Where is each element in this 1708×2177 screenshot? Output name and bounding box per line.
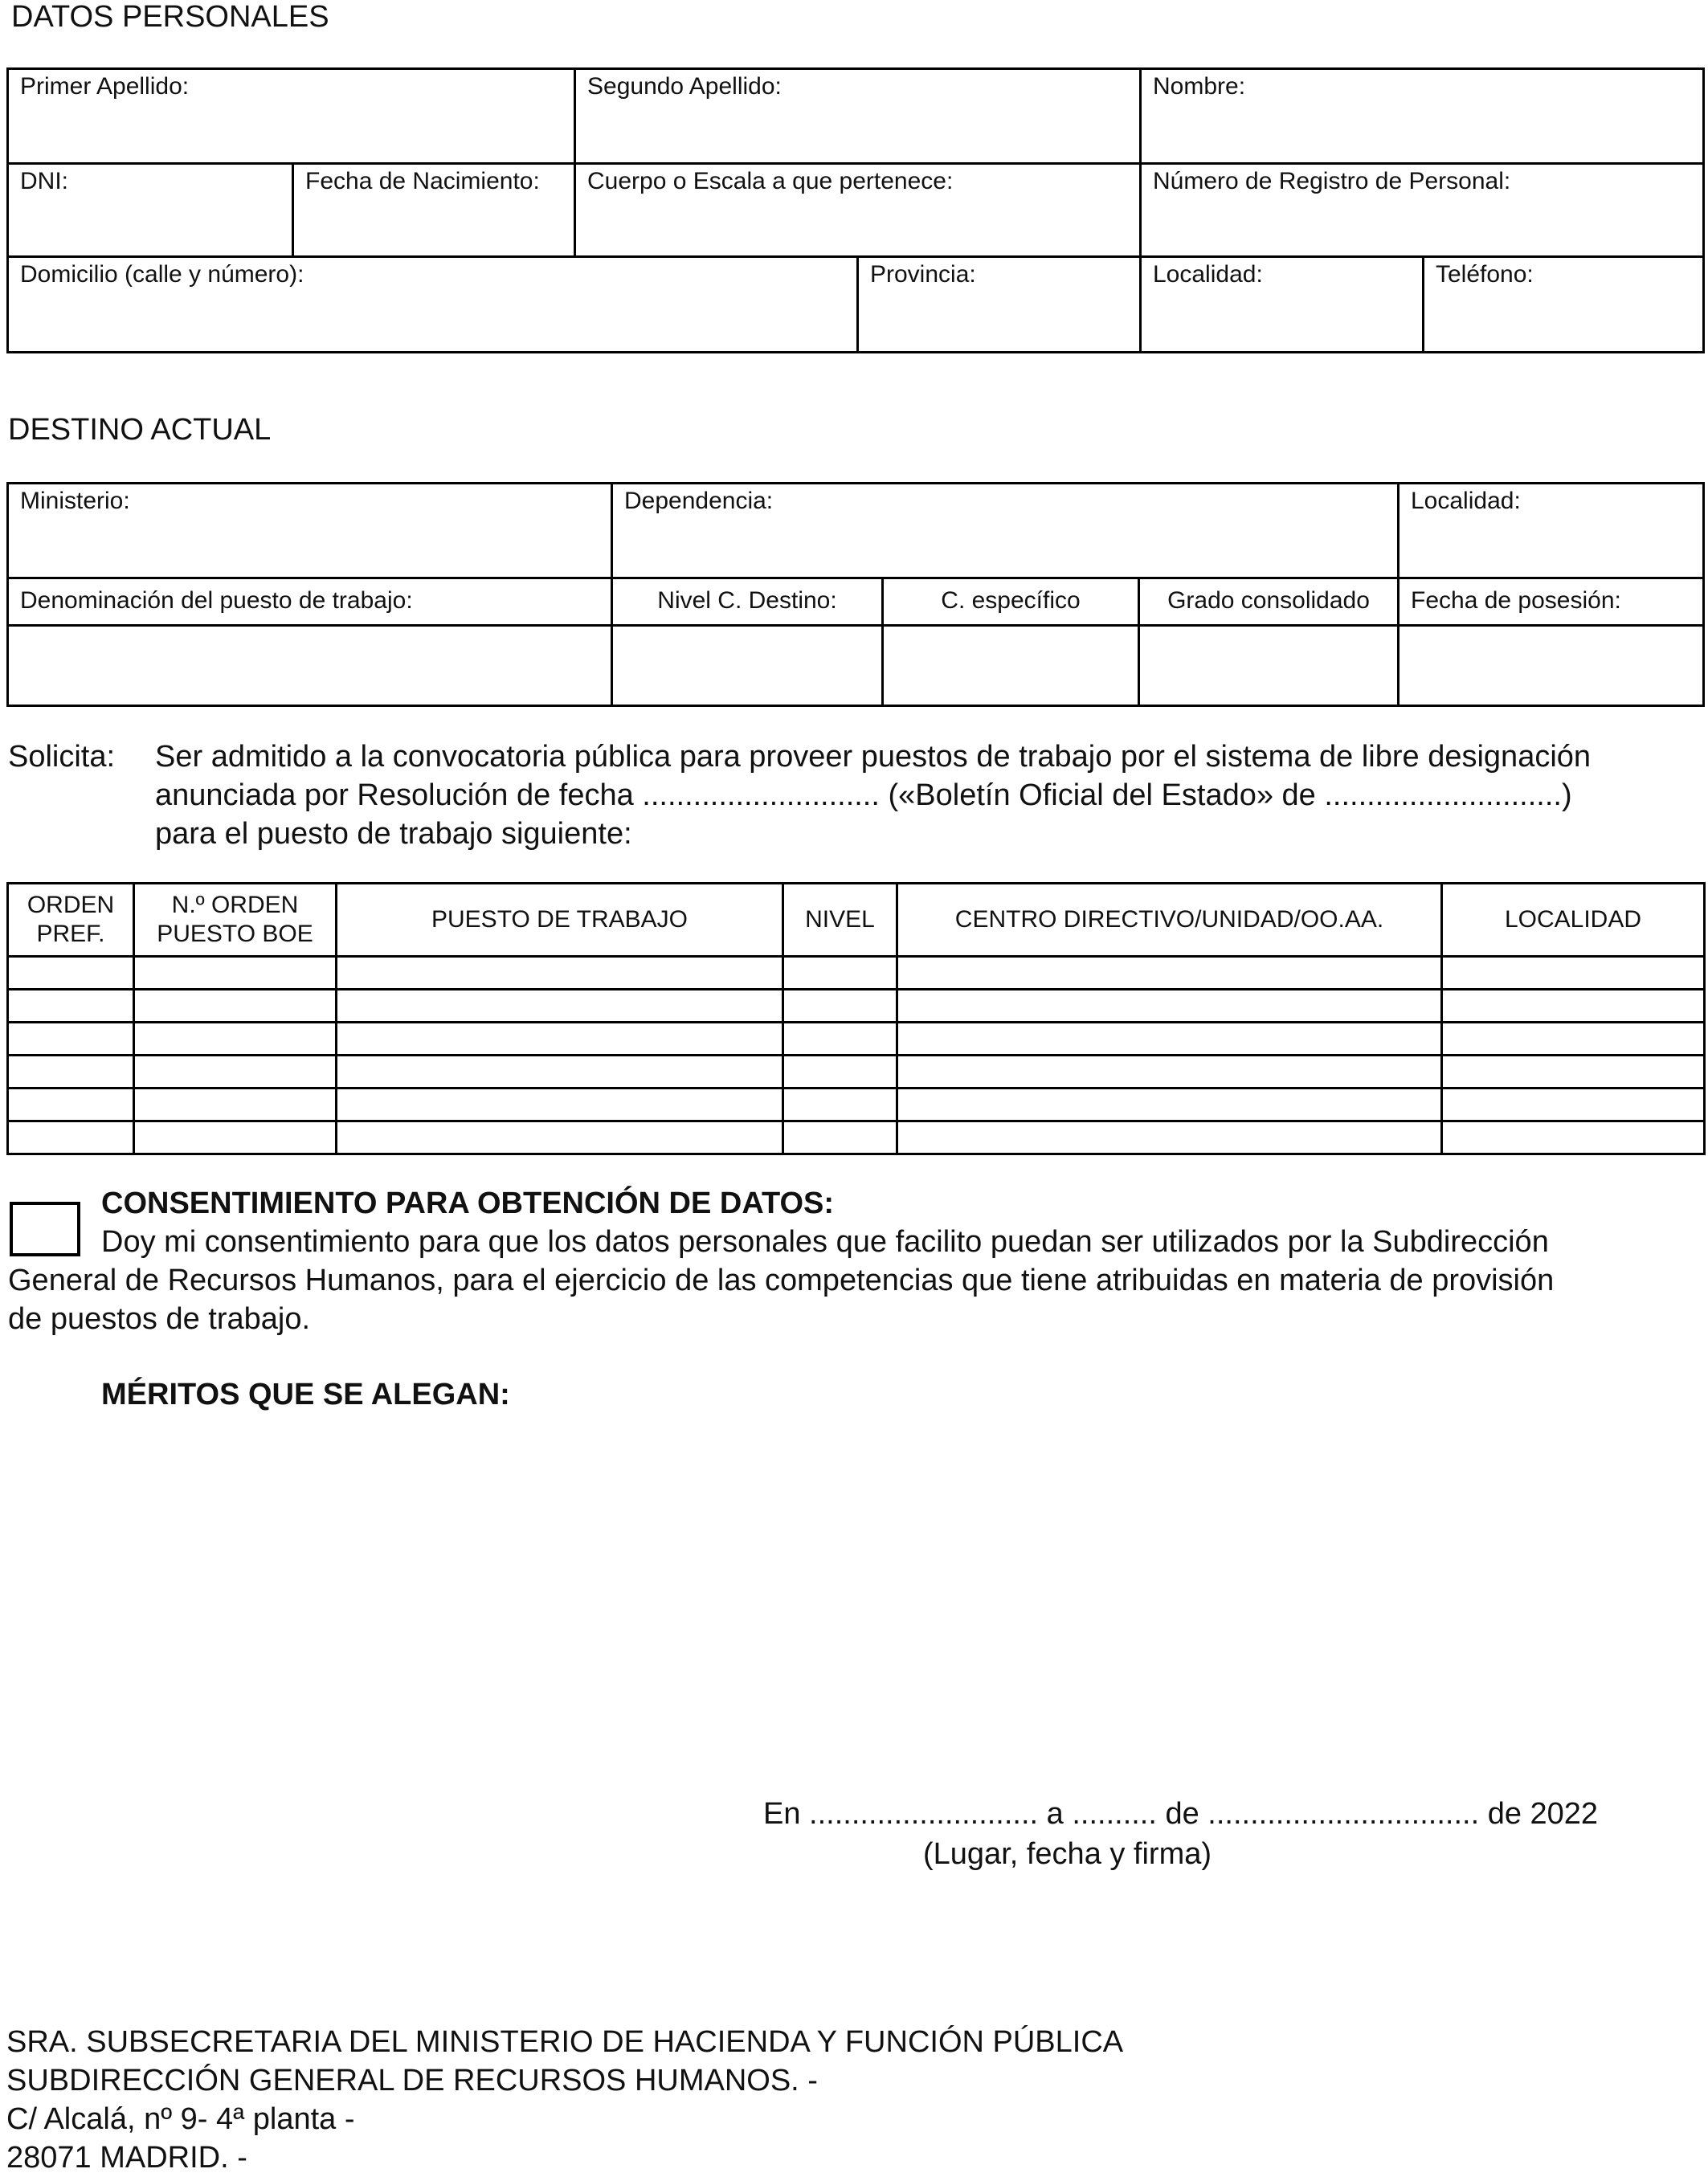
provincia-label: Provincia: <box>870 261 976 288</box>
grado-header <box>1140 579 1397 624</box>
fecha-posesion-header <box>1399 579 1702 624</box>
table-cell[interactable] <box>337 957 783 990</box>
table-cell[interactable] <box>134 957 337 990</box>
primer-apellido-field[interactable] <box>9 70 574 162</box>
consentimiento-line-3: de puestos de trabajo. <box>8 1302 311 1336</box>
nivel-header: NIVEL <box>783 884 897 957</box>
datos-personales-grid <box>6 67 1705 353</box>
meritos-title: MÉRITOS QUE SE ALEGAN: <box>101 1378 510 1411</box>
table-cell[interactable] <box>337 1088 783 1121</box>
table-cell[interactable] <box>134 1056 337 1088</box>
nivel-header <box>613 579 881 624</box>
table-cell[interactable] <box>1442 990 1705 1023</box>
denominacion-input[interactable] <box>9 627 611 706</box>
table-cell[interactable] <box>8 1121 134 1154</box>
table-cell[interactable] <box>897 1121 1442 1154</box>
solicita-line-1: Ser admitido a la convocatoria pública para proveer puestos de trabajo por el sistema de libre designación <box>155 740 1592 774</box>
localidad-field[interactable] <box>1142 258 1422 351</box>
table-cell[interactable] <box>134 1088 337 1121</box>
table-cell[interactable] <box>897 1088 1442 1121</box>
consentimiento-checkbox[interactable] <box>10 1202 80 1256</box>
table-cell[interactable] <box>783 1121 897 1154</box>
cuerpo-escala-label: Cuerpo o Escala a que pertenece: <box>587 168 954 194</box>
provincia-field[interactable] <box>859 258 1139 351</box>
dependencia-label: Dependencia: <box>624 488 774 514</box>
table-cell[interactable] <box>897 1056 1442 1088</box>
nivel-label: Nivel C. Destino: <box>657 587 837 614</box>
table-header-row <box>8 884 1705 957</box>
domicilio-field[interactable] <box>9 258 856 351</box>
localidad-actual-field[interactable] <box>1399 484 1702 577</box>
table-row <box>8 1023 1705 1056</box>
table-cell[interactable] <box>8 1056 134 1088</box>
nrp-label: Número de Registro de Personal: <box>1153 168 1511 194</box>
fecha-nacimiento-label: Fecha de Nacimiento: <box>305 168 540 194</box>
table-cell[interactable] <box>1442 1121 1705 1154</box>
table-cell[interactable] <box>1442 957 1705 990</box>
primer-apellido-label: Primer Apellido: <box>20 73 190 100</box>
segundo-apellido-field[interactable] <box>576 70 1138 162</box>
denominacion-label: Denominación del puesto de trabajo: <box>20 587 413 614</box>
datos-personales-title: DATOS PERSONALES <box>11 0 329 34</box>
table-cell[interactable] <box>8 957 134 990</box>
solicita-line-3: para el puesto de trabajo siguiente: <box>155 817 632 851</box>
localidad-actual-label: Localidad: <box>1411 488 1521 514</box>
destinatario-block <box>6 2023 1123 2177</box>
destinatario-line-3: C/ Alcalá, nº 9- 4ª planta - <box>6 2102 355 2136</box>
orden-boe-header: N.º ORDEN PUESTO BOE <box>134 884 337 957</box>
dependencia-field[interactable] <box>613 484 1397 577</box>
table-cell[interactable] <box>783 1056 897 1088</box>
nivel-input[interactable] <box>613 627 881 706</box>
consentimiento-title: CONSENTIMIENTO PARA OBTENCIÓN DE DATOS: <box>101 1187 835 1220</box>
table-cell[interactable] <box>783 1088 897 1121</box>
destinatario-line-2: SUBDIRECCIÓN GENERAL DE RECURSOS HUMANOS. - <box>6 2064 818 2097</box>
table-cell[interactable] <box>337 990 783 1023</box>
table-cell[interactable] <box>134 1121 337 1154</box>
ministerio-field[interactable] <box>9 484 611 577</box>
dni-field[interactable] <box>9 165 292 255</box>
table-cell[interactable] <box>337 1056 783 1088</box>
localidad-header: LOCALIDAD <box>1442 884 1705 957</box>
table-row <box>8 1056 1705 1088</box>
table-row <box>8 957 1705 990</box>
destino-actual-grid <box>6 482 1705 707</box>
table-cell[interactable] <box>783 957 897 990</box>
centro-header: CENTRO DIRECTIVO/UNIDAD/OO.AA. <box>897 884 1442 957</box>
destinatario-line-1: SRA. SUBSECRETARIA DEL MINISTERIO DE HACIENDA Y FUNCIÓN PÚBLICA <box>6 2025 1124 2059</box>
ministerio-label: Ministerio: <box>20 488 130 514</box>
table-cell[interactable] <box>897 990 1442 1023</box>
especifico-input[interactable] <box>884 627 1138 706</box>
puestos-table <box>6 882 1706 1155</box>
solicita-label: Solicita: <box>8 740 116 774</box>
table-row <box>8 1088 1705 1121</box>
consentimiento-line-1: Doy mi consentimiento para que los datos personales que facilito puedan ser utilizados por la Subdirección <box>101 1225 1549 1259</box>
firma-caption: (Lugar, fecha y firma) <box>923 1837 1212 1871</box>
table-cell[interactable] <box>134 990 337 1023</box>
table-cell[interactable] <box>1442 1088 1705 1121</box>
denominacion-header <box>9 579 611 624</box>
localidad-label: Localidad: <box>1153 261 1263 288</box>
table-cell[interactable] <box>8 1088 134 1121</box>
table-cell[interactable] <box>897 1023 1442 1056</box>
table-cell[interactable] <box>1442 1023 1705 1056</box>
dni-label: DNI: <box>20 168 68 194</box>
table-cell[interactable] <box>8 990 134 1023</box>
segundo-apellido-label: Segundo Apellido: <box>587 73 782 100</box>
fecha-posesion-label: Fecha de posesión: <box>1411 587 1621 614</box>
table-cell[interactable] <box>897 957 1442 990</box>
nrp-field[interactable] <box>1142 165 1702 255</box>
destino-actual-title: DESTINO ACTUAL <box>8 413 272 447</box>
especifico-label: C. específico <box>941 587 1081 614</box>
table-cell[interactable] <box>134 1023 337 1056</box>
telefono-label: Teléfono: <box>1436 261 1534 288</box>
puesto-header: PUESTO DE TRABAJO <box>337 884 783 957</box>
grado-input[interactable] <box>1140 627 1397 706</box>
table-cell[interactable] <box>337 1121 783 1154</box>
telefono-field[interactable] <box>1424 258 1702 351</box>
orden-pref-header: ORDEN PREF. <box>8 884 134 957</box>
cuerpo-escala-field[interactable] <box>576 165 1138 255</box>
firma-line: En ........................... a .......... de ................................ de 2022 <box>763 1797 1599 1831</box>
table-cell[interactable] <box>1442 1056 1705 1088</box>
solicita-line-2: anunciada por Resolución de fecha ............................ («Boletín Oficial del Estado» de ............................) <box>155 778 1572 812</box>
table-cell[interactable] <box>337 1023 783 1056</box>
table-row <box>8 990 1705 1023</box>
consentimiento-line-2: General de Recursos Humanos, para el ejercicio de las competencias que tiene atribuidas en materia de provisión <box>8 1264 1555 1297</box>
table-cell[interactable] <box>8 1023 134 1056</box>
especifico-header <box>884 579 1138 624</box>
fecha-posesion-input[interactable] <box>1399 627 1702 706</box>
nombre-field[interactable] <box>1142 70 1702 162</box>
meritos-area[interactable] <box>101 1422 1700 1775</box>
domicilio-label: Domicilio (calle y número): <box>20 261 304 288</box>
table-cell[interactable] <box>783 1023 897 1056</box>
nombre-label: Nombre: <box>1153 73 1246 100</box>
table-row <box>8 1121 1705 1154</box>
destinatario-line-4: 28071 MADRID. - <box>6 2141 247 2175</box>
table-cell[interactable] <box>783 990 897 1023</box>
solicita-text <box>155 737 1706 853</box>
grado-label: Grado consolidado <box>1167 587 1370 614</box>
fecha-nacimiento-field[interactable] <box>294 165 574 255</box>
